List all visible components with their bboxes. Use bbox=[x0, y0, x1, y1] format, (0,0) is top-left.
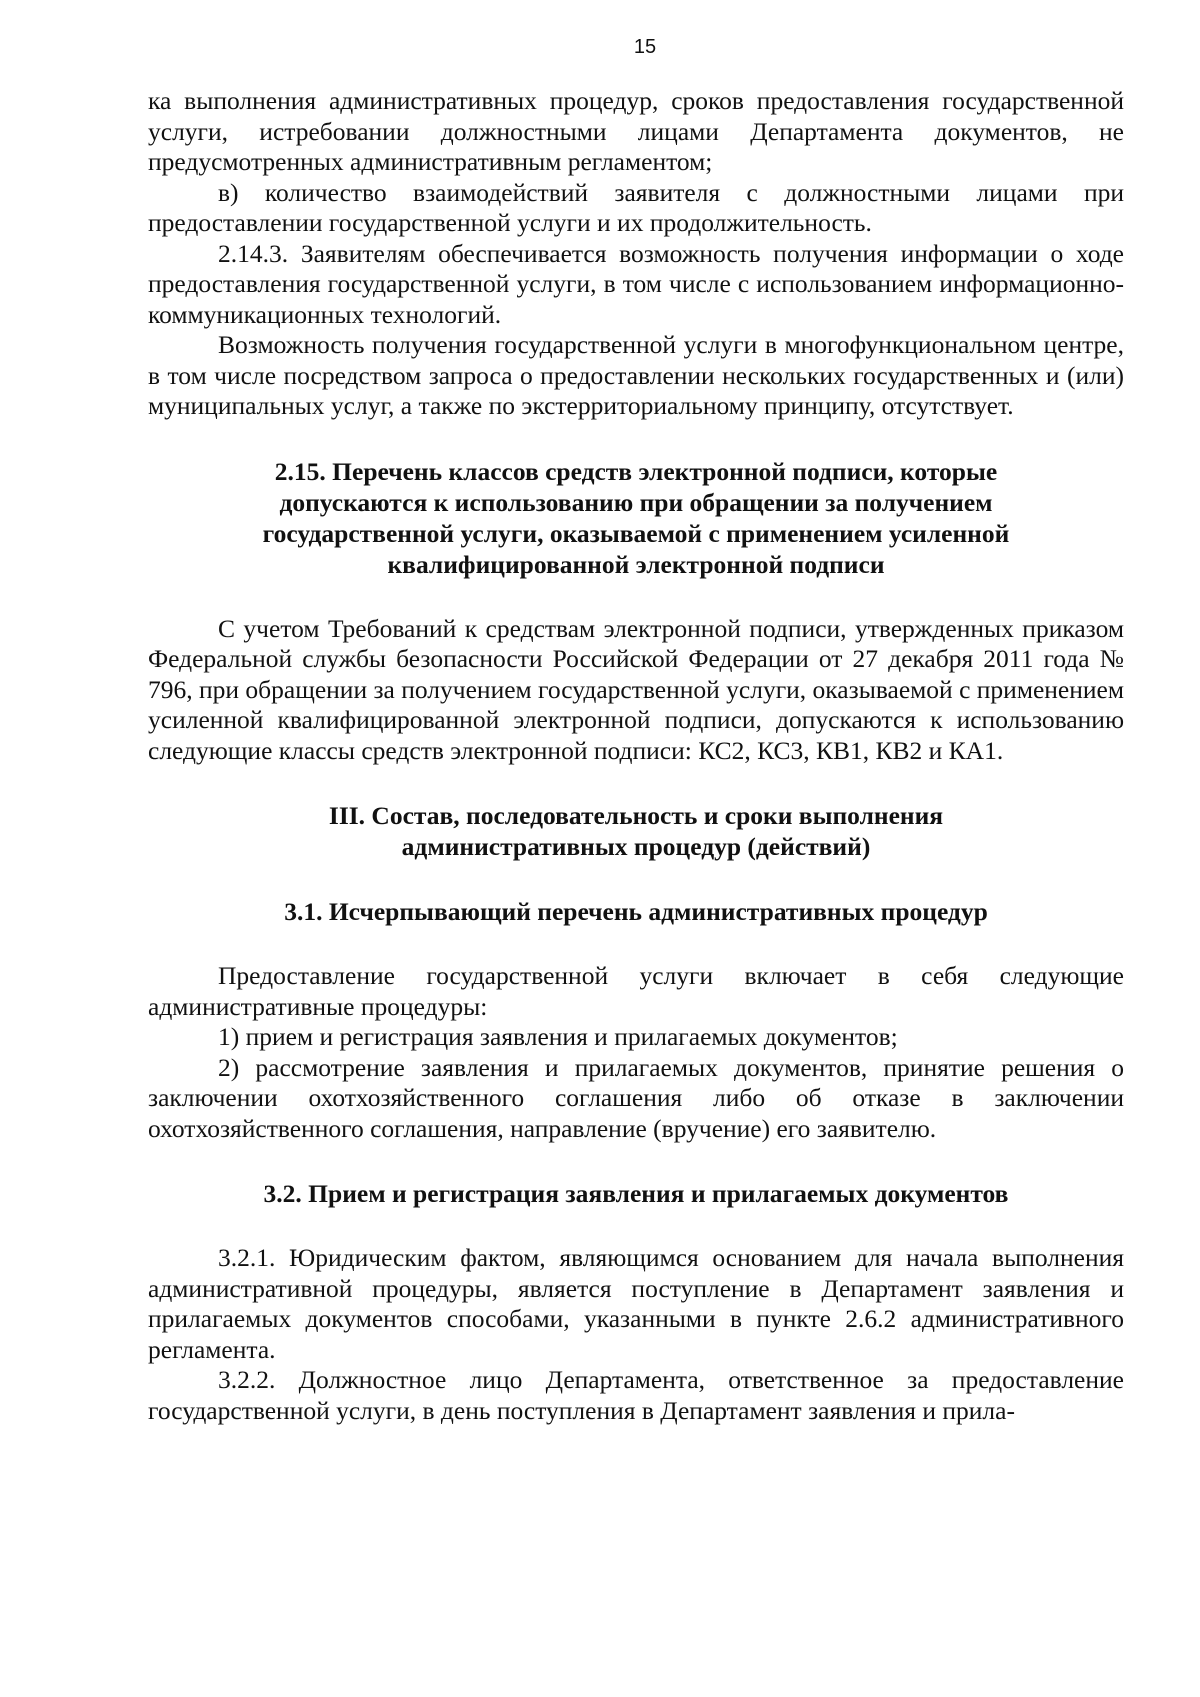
section-heading-2-15: 2.15. Перечень классов средств электронной подписи, которые допускаются к использованию при обращении за получением государственной услуги, оказываемой с применением усиленной квалифицированной электронной подписи bbox=[262, 456, 1010, 579]
document-body bbox=[148, 86, 1124, 1426]
paragraph: Предоставление государственной услуги включает в себя следующие административные процедуры: bbox=[148, 961, 1124, 1021]
list-item: 2) рассмотрение заявления и прилагаемых документов, принятие решения о заключении охотхозяйственного соглашения либо об отказе в заключении охотхозяйственного соглашения, направление (вручение) его заявителю. bbox=[148, 1052, 1124, 1143]
paragraph: Возможность получения государственной услуги в многофункциональном центре, в том числе посредством запроса о предоставлении нескольких государственных и (или) муниципальных услуг, а также по экстерриториальному принципу, отсутствует. bbox=[148, 330, 1124, 420]
section-heading-3-1: 3.1. Исчерпывающий перечень административных процедур bbox=[284, 897, 988, 926]
section-heading-3-2: 3.2. Прием и регистрация заявления и прилагаемых документов bbox=[263, 1179, 1009, 1208]
paragraph: 3.2.1. Юридическим фактом, являющимся основанием для начала выполнения административной процедуры, является поступление в Департамент заявления и прилагаемых документов способами, указанными в пункте 2.6.2 административного регламента. bbox=[148, 1243, 1124, 1364]
paragraph: 2.14.3. Заявителям обеспечивается возможность получения информации о ходе предоставления государственной услуги, в том числе с использованием информационно-коммуникационных технологий. bbox=[148, 238, 1124, 329]
paragraph: ка выполнения административных процедур, сроков предоставления государственной услуги, истребовании должностными лицами Департамента документов, не предусмотренных административным регламентом; bbox=[148, 86, 1124, 176]
paragraph: 3.2.2. Должностное лицо Департамента, ответственное за предоставление государственной услуги, в день поступления в Департамент заявления и прила- bbox=[148, 1365, 1124, 1425]
paragraph: в) количество взаимодействий заявителя с должностными лицами при предоставлении государственной услуги и их продолжительность. bbox=[148, 177, 1124, 237]
page-number: 15 bbox=[633, 36, 657, 58]
paragraph: С учетом Требований к средствам электронной подписи, утвержденных приказом Федеральной службы безопасности Российской Федерации от 27 декабря 2011 года № 796, при обращении за получением государственной услуги, оказываемой с применением усиленной квалифицированной электронной подписи, допускаются к использованию следующие классы средств электронной подписи: КС2, КС3, КВ1, КВ2 и КА1. bbox=[148, 613, 1124, 765]
list-item: 1) прием и регистрация заявления и прилагаемых документов; bbox=[218, 1022, 898, 1051]
chapter-heading-iii: III. Состав, последовательность и сроки выполнения административных процедур (действий) bbox=[328, 801, 944, 861]
